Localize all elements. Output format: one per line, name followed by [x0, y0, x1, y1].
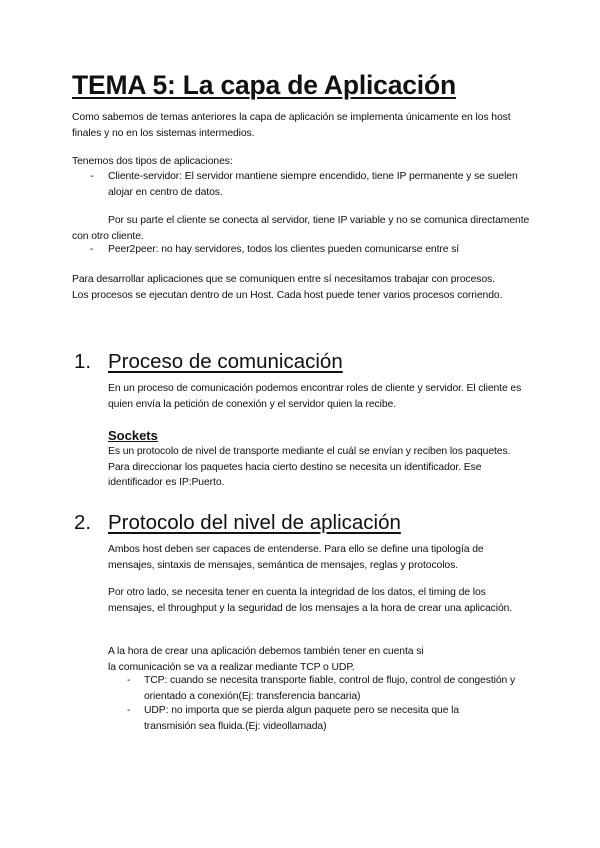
- bullet-client-server: Cliente-servidor: El servidor mantiene siempre encendido, tiene IP permanente y se suelen alojar en centro de datos.: [108, 171, 518, 198]
- sockets-heading: Sockets: [108, 428, 158, 443]
- section2-number: 2.: [74, 511, 92, 534]
- bullet-tcp: TCP: cuando se necesita transporte fiable, control de flujo, control de congestión y orientado a conexión(Ej: transferencia bancaria): [144, 675, 516, 702]
- types-heading: Tenemos dos tipos de aplicaciones:: [72, 156, 233, 167]
- bullet-udp: UDP: no importa que se pierda algun paquete pero se necesita que la transmisión sea fluida.(Ej: videollamada): [144, 705, 460, 732]
- bullet-dash: -: [127, 705, 131, 716]
- section2-paragraph-3: A la hora de crear una aplicación debemos también tener en cuenta si la comunicación se va a realizar mediante TCP o UDP.: [108, 646, 424, 673]
- section2-paragraph-2: Por otro lado, se necesita tener en cuenta la integridad de los datos, el timing de los mensajes, el throughput y la seguridad de los mensajes a la hora de crear una aplicación.: [108, 587, 513, 614]
- section1-body: En un proceso de comunicación podemos encontrar roles de cliente y servidor. El cliente es quien envía la petición de conexión y el servidor quien la recibe.: [108, 383, 522, 410]
- client-note-paragraph: Por su parte el cliente se conecta al servidor, tiene IP variable y no se comunica directamente con otro cliente.: [72, 215, 530, 242]
- intro-paragraph: Como sabemos de temas anteriores la capa de aplicación se implementa únicamente en los host finales y no en los sistemas intermedios.: [72, 112, 511, 139]
- sockets-body: Es un protocolo de nivel de transporte mediante el cuál se envían y reciben los paquetes. Para direccionar los paquetes hacia cierto destino se necesita un identificador. Ese identificador es IP:Puerto.: [108, 446, 511, 488]
- page-title: TEMA 5: La capa de Aplicación: [72, 70, 456, 100]
- processes-paragraph: Para desarrollar aplicaciones que se comuniquen entre sí necesitamos trabajar con procesos. Los procesos se ejecutan dentro de un Host. Cada host puede tener varios procesos corriendo.: [72, 274, 503, 301]
- bullet-dash: -: [90, 171, 94, 182]
- section2-paragraph-1: Ambos host deben ser capaces de entenderse. Para ello se define una tipología de mensajes, sintaxis de mensajes, semántica de mensajes, reglas y protocolos.: [108, 544, 484, 571]
- bullet-dash: -: [90, 244, 94, 255]
- bullet-dash: -: [127, 675, 131, 686]
- section1-title: Proceso de comunicación: [108, 350, 343, 373]
- section1-number: 1.: [74, 350, 92, 373]
- bullet-p2p: Peer2peer: no hay servidores, todos los clientes pueden comunicarse entre sí: [108, 244, 460, 255]
- section2-title: Protocolo del nivel de aplicación: [108, 511, 401, 534]
